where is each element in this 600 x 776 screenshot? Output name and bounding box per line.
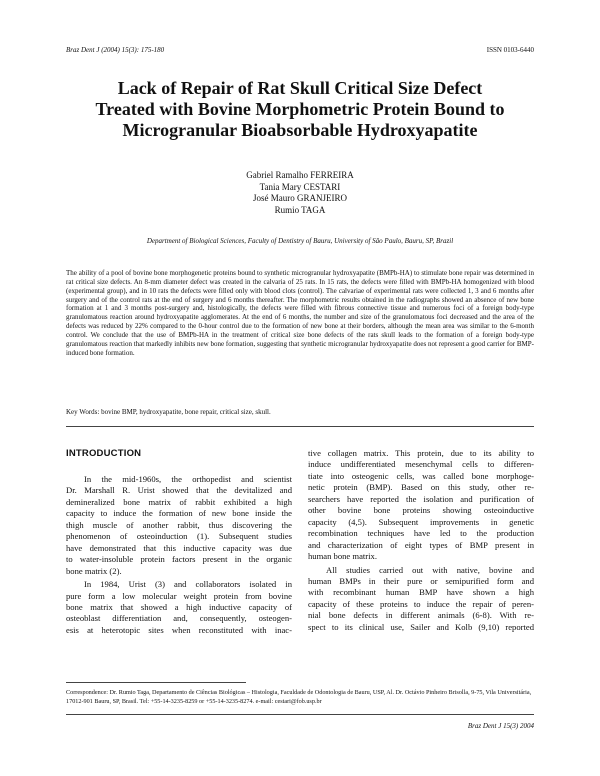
body-text-line: tive collagen matrix. This protein, due to its ability to: [308, 448, 534, 458]
footnote-divider: [66, 682, 246, 683]
body-text-line: In the mid-1960s, the orthopedist and scientist: [84, 474, 292, 484]
body-text-line: phenomenon of osteoinduction (1). Subsequent studies: [66, 531, 292, 542]
issn-label: ISSN 0103-6440: [486, 46, 534, 54]
title-line: Treated with Bovine Morphometric Protein Bound to: [95, 99, 505, 119]
title-line: Microgranular Bioabsorbable Hydroxyapatite: [122, 120, 478, 140]
body-text-line: tiate into osteogenic cells, was called bone morphoge-: [308, 470, 534, 481]
author-name: José Mauro GRANJEIRO: [253, 193, 347, 203]
body-text-line: thigh muscle of another rabbit, thus discovering the: [66, 519, 292, 530]
title-line: Lack of Repair of Rat Skull Critical Size Defect: [117, 78, 483, 98]
body-text-line: demineralized bone matrix of rabbit exhibited a high: [66, 496, 292, 507]
footer-citation: Braz Dent J 15(3) 2004: [467, 722, 534, 730]
body-text-line: human bone matrix.: [308, 551, 377, 562]
abstract-text: The ability of a pool of bovine bone morphogenetic proteins bound to synthetic microgranular hydroxyapatite (BMPb-HA) to stimulate bone repair was determined in rat critical size defects. An 8-mm diameter defect was created in the calvaria of 25 rats. In 15 rats, the defects were filled with BMPb-HA homogenized with blood (experimental group), and in 10 rats the defects were filled only with blood clots (control). The calvariae of experimental rats were collected 1, 3 and 6 months after surgery and of the control rats at the end of surgery and 6 months thereafter. The morphometric results obtained in the radiographs showed an absence of new bone formation at 1 and 3 months post-surgery and, histologically, the defects were filled with fibrous connective tissue and numerous foci of a foreign body-type granulomatous reaction around hydroxyapatite agglomerates. At the end of 6 months, the number and size of the granulomatous foci decreased and the area of the defects was reduced by 22% compared to the 0-hour control due to the formation of new bone at their borders, although the mean area was similar to the 6-month control. We conclude that the use of BMPb-HA in the treatment of critical size bone defects of the rats skull leads to the formation of a foreign body-type granulomatous reaction that markedly inhibits new bone formation, suggesting that synthetic microgranular hydroxyapatite does not represent a good carrier for BMP-induced bone formation.: [66, 269, 534, 357]
body-text-line: capacity of these proteins to induce the repair of peren-: [308, 598, 534, 609]
body-text-line: human BMPs in their pure or semipurified form and: [308, 575, 534, 586]
author-name: Rumio TAGA: [274, 204, 326, 215]
right-column: [308, 448, 534, 633]
left-column: [66, 474, 292, 636]
body-text-line: pure form a low molecular weight protein from bovine: [66, 590, 292, 601]
article-title: [60, 78, 540, 141]
body-text-line: other bovine bone proteins showing osteoinductive: [308, 505, 534, 516]
body-text-line: and characterization of eight types of BMP present in: [308, 539, 534, 550]
correspondence-note: Correspondence: Dr. Rumio Taga, Departamento de Ciências Biológicas – Histologia, Faculdade de Odontologia de Bauru, USP, Al. Dr. Octávio Pinheiro Brisolla, 9-75, Vila Universitária, 17012-901 Bauru, SP, Brasil. Tel: +55-14-3235-8259 or +55-14-3235-8274. e-mail: cestari@fob.usp.br: [66, 689, 532, 705]
body-text-line: have demonstrated that this inductive capacity was due: [66, 542, 292, 553]
body-text-line: osteoblast differentiation and, consequently, osteogen-: [66, 613, 292, 624]
body-text-line: Dr. Marshall R. Urist showed that the devitalized and: [66, 485, 292, 496]
body-text-line: searchers have reported the isolation and purification of: [308, 493, 534, 504]
body-text-line: capacity (4,5). Subsequent improvements in genetic: [308, 516, 534, 527]
body-text-line: bone matrix (2).: [66, 565, 122, 576]
body-text-line: spect to its clinical use, Sailer and Kolb (9,10) reported: [308, 621, 534, 632]
body-text-line: bone matrix that showed a high inductive capacity of: [66, 601, 292, 612]
body-text-line: nial bone defects in different animals (6-8). With re-: [308, 610, 534, 621]
keywords: Key Words: bovine BMP, hydroxyapatite, bone repair, critical size, skull.: [66, 408, 271, 416]
section-heading: INTRODUCTION: [66, 448, 142, 459]
author-name: Tania Mary CESTARI: [259, 181, 341, 192]
body-text-line: netic protein (BMP). Based on this study, other re-: [308, 482, 534, 493]
body-text-line: In 1984, Urist (3) and collaborators isolated in: [84, 579, 292, 590]
body-text-line: induce undifferentiated mesenchymal cells to differen-: [308, 459, 534, 470]
footer-divider: [66, 714, 534, 715]
author-list: [0, 170, 600, 216]
body-text-line: capacity to induce the formation of new bone inside the: [66, 508, 292, 519]
body-text-line: with recombinant human BMP have shown a high: [308, 587, 534, 598]
body-text-line: All studies carried out with native, bovine and: [326, 564, 534, 575]
divider: [66, 426, 534, 427]
body-text-line: esis at heterotopic sites when reconstituted with inac-: [66, 624, 292, 635]
body-text-line: recombination techniques have led to the production: [308, 528, 534, 539]
author-name: Gabriel Ramalho FERREIRA: [246, 170, 354, 180]
affiliation: Department of Biological Sciences, Faculty of Dentistry of Bauru, University of São Paulo, Bauru, SP, Brazil: [146, 237, 454, 245]
body-text-line: to water-insoluble protein factors present in the organic: [66, 554, 292, 565]
journal-citation: Braz Dent J (2004) 15(3): 175-180: [66, 46, 165, 54]
